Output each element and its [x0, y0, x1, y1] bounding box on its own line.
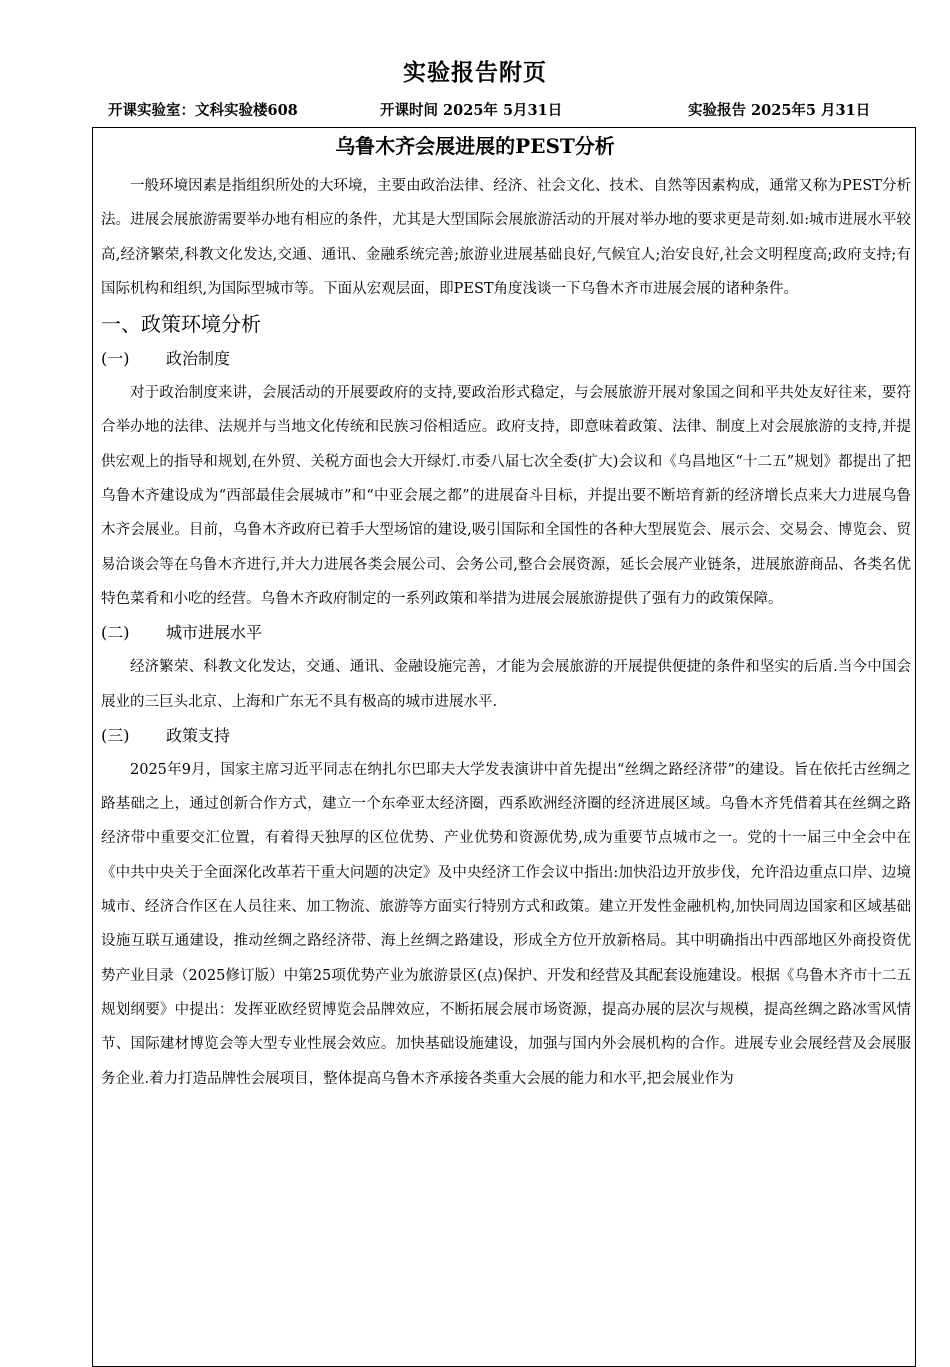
subsection-number: (一)	[101, 349, 130, 369]
lab-location: 开课实验室：文科实验楼608	[108, 102, 298, 119]
page-title: 实验报告附页	[403, 60, 547, 86]
subsection-number: (二)	[101, 623, 130, 643]
intro-paragraph: 一般环境因素是指组织所处的大环境，主要由政治法律、经济、社会文化、技术、自然等因素构成，通常又称为PEST分析法。进展会展旅游需要举办地有相应的条件，尤其是大型国际会展旅游活动的开展对举办地的要求更是苛刻.如:城市进展水平较高,经济繁荣,科教文化发达,交通、通讯、金融系统完善;旅游业进展基础良好,气候宜人;治安良好,社会文明程度高;政府支持;有国际机构和组织,为国际型城市等。下面从宏观层面，即PEST角度浅谈一下乌鲁木齐市进展会展的诸种条件。	[101, 178, 911, 297]
subsection-title: 政治制度	[166, 349, 231, 369]
subsection-heading-city-development	[101, 616, 911, 650]
course-time: 开课时间 2025年 5月31日	[380, 102, 563, 119]
paragraph-policy-support: 2025年9月，国家主席习近平同志在纳扎尔巴耶夫大学发表演讲中首先提出“丝绸之路经济带”的建设。旨在依托古丝绸之路基础之上，通过创新合作方式，建立一个东牵亚太经济圈，西系欧洲经济圈的经济进展区域。乌鲁木齐凭借着其在丝绸之路经济带中重要交汇位置，有着得天独厚的区位优势、产业优势和资源优势,成为重要节点城市之一。党的十一届三中全会中在《中共中央关于全面深化改革若干重大问题的决定》及中央经济工作会议中指出:加快沿边开放步伐，允许沿边重点口岸、边境城市、经济合作区在人员往来、加工物流、旅游等方面实行特别方式和政策。建立开发性金融机构,加快同周边国家和区域基础设施互联互通建设，推动丝绸之路经济带、海上丝绸之路建设，形成全方位开放新格局。其中明确指出中西部地区外商投资优势产业目录（2025修订版）中第25项优势产业为旅游景区(点)保护、开发和经营及其配套设施建设。根据《乌鲁木齐市十二五规划纲要》中提出：发挥亚欧经贸博览会品牌效应，不断拓展会展市场资源，提高办展的层次与规模，提高丝绸之路冰雪风情节、国际建材博览会等大型专业性展会效应。加快基础设施建设，加强与国内外会展机构的合作。进展专业会展经营及会展服务企业.着力打造品牌性会展项目，整体提高乌鲁木齐承接各类重大会展的能力和水平,把会展业作为	[101, 761, 911, 1087]
report-body	[101, 169, 911, 1096]
subsection-title: 政策支持	[166, 725, 231, 745]
subsection-number: (三)	[101, 725, 130, 745]
section-heading-policy: 一、政策环境分析	[101, 312, 261, 337]
report-date: 实验报告 2025年5 月31日	[688, 102, 871, 119]
subsection-heading-policy-support	[101, 719, 911, 753]
subsection-heading-political-system	[101, 342, 911, 376]
subsection-title: 城市进展水平	[166, 623, 263, 643]
report-title: 乌鲁木齐会展进展的PEST分析	[335, 134, 615, 158]
paragraph-city-development: 经济繁荣、科教文化发达，交通、通讯、金融设施完善，才能为会展旅游的开展提供便捷的条件和坚实的后盾.当今中国会展业的三巨头北京、上海和广东无不具有极高的城市进展水平.	[101, 659, 911, 710]
paragraph-political-system: 对于政治制度来讲，会展活动的开展要政府的支持,要政治形式稳定，与会展旅游开展对象国之间和平共处友好往来，要符合举办地的法律、法规并与当地文化传统和民族习俗相适应。政府支持，即意味着政策、法律、制度上对会展旅游的支持,并提供宏观上的指导和规划,在外贸、关税方面也会大开绿灯.市委八届七次全委(扩大)会议和《乌昌地区“十二五”规划》都提出了把乌鲁木齐建设成为“西部最佳会展城市”和“中亚会展之都”的进展奋斗目标，并提出要不断培育新的经济增长点来大力进展乌鲁木齐会展业。目前，乌鲁木齐政府已着手大型场馆的建设,吸引国际和全国性的各种大型展览会、展示会、交易会、博览会、贸易洽谈会等在乌鲁木齐进行,并大力进展各类会展公司、会务公司,整合会展资源，延长会展产业链条，进展旅游商品、各类名优特色菜肴和小吃的经营。乌鲁木齐政府制定的一系列政策和举措为进展会展旅游提供了强有力的政策保障。	[101, 385, 911, 607]
